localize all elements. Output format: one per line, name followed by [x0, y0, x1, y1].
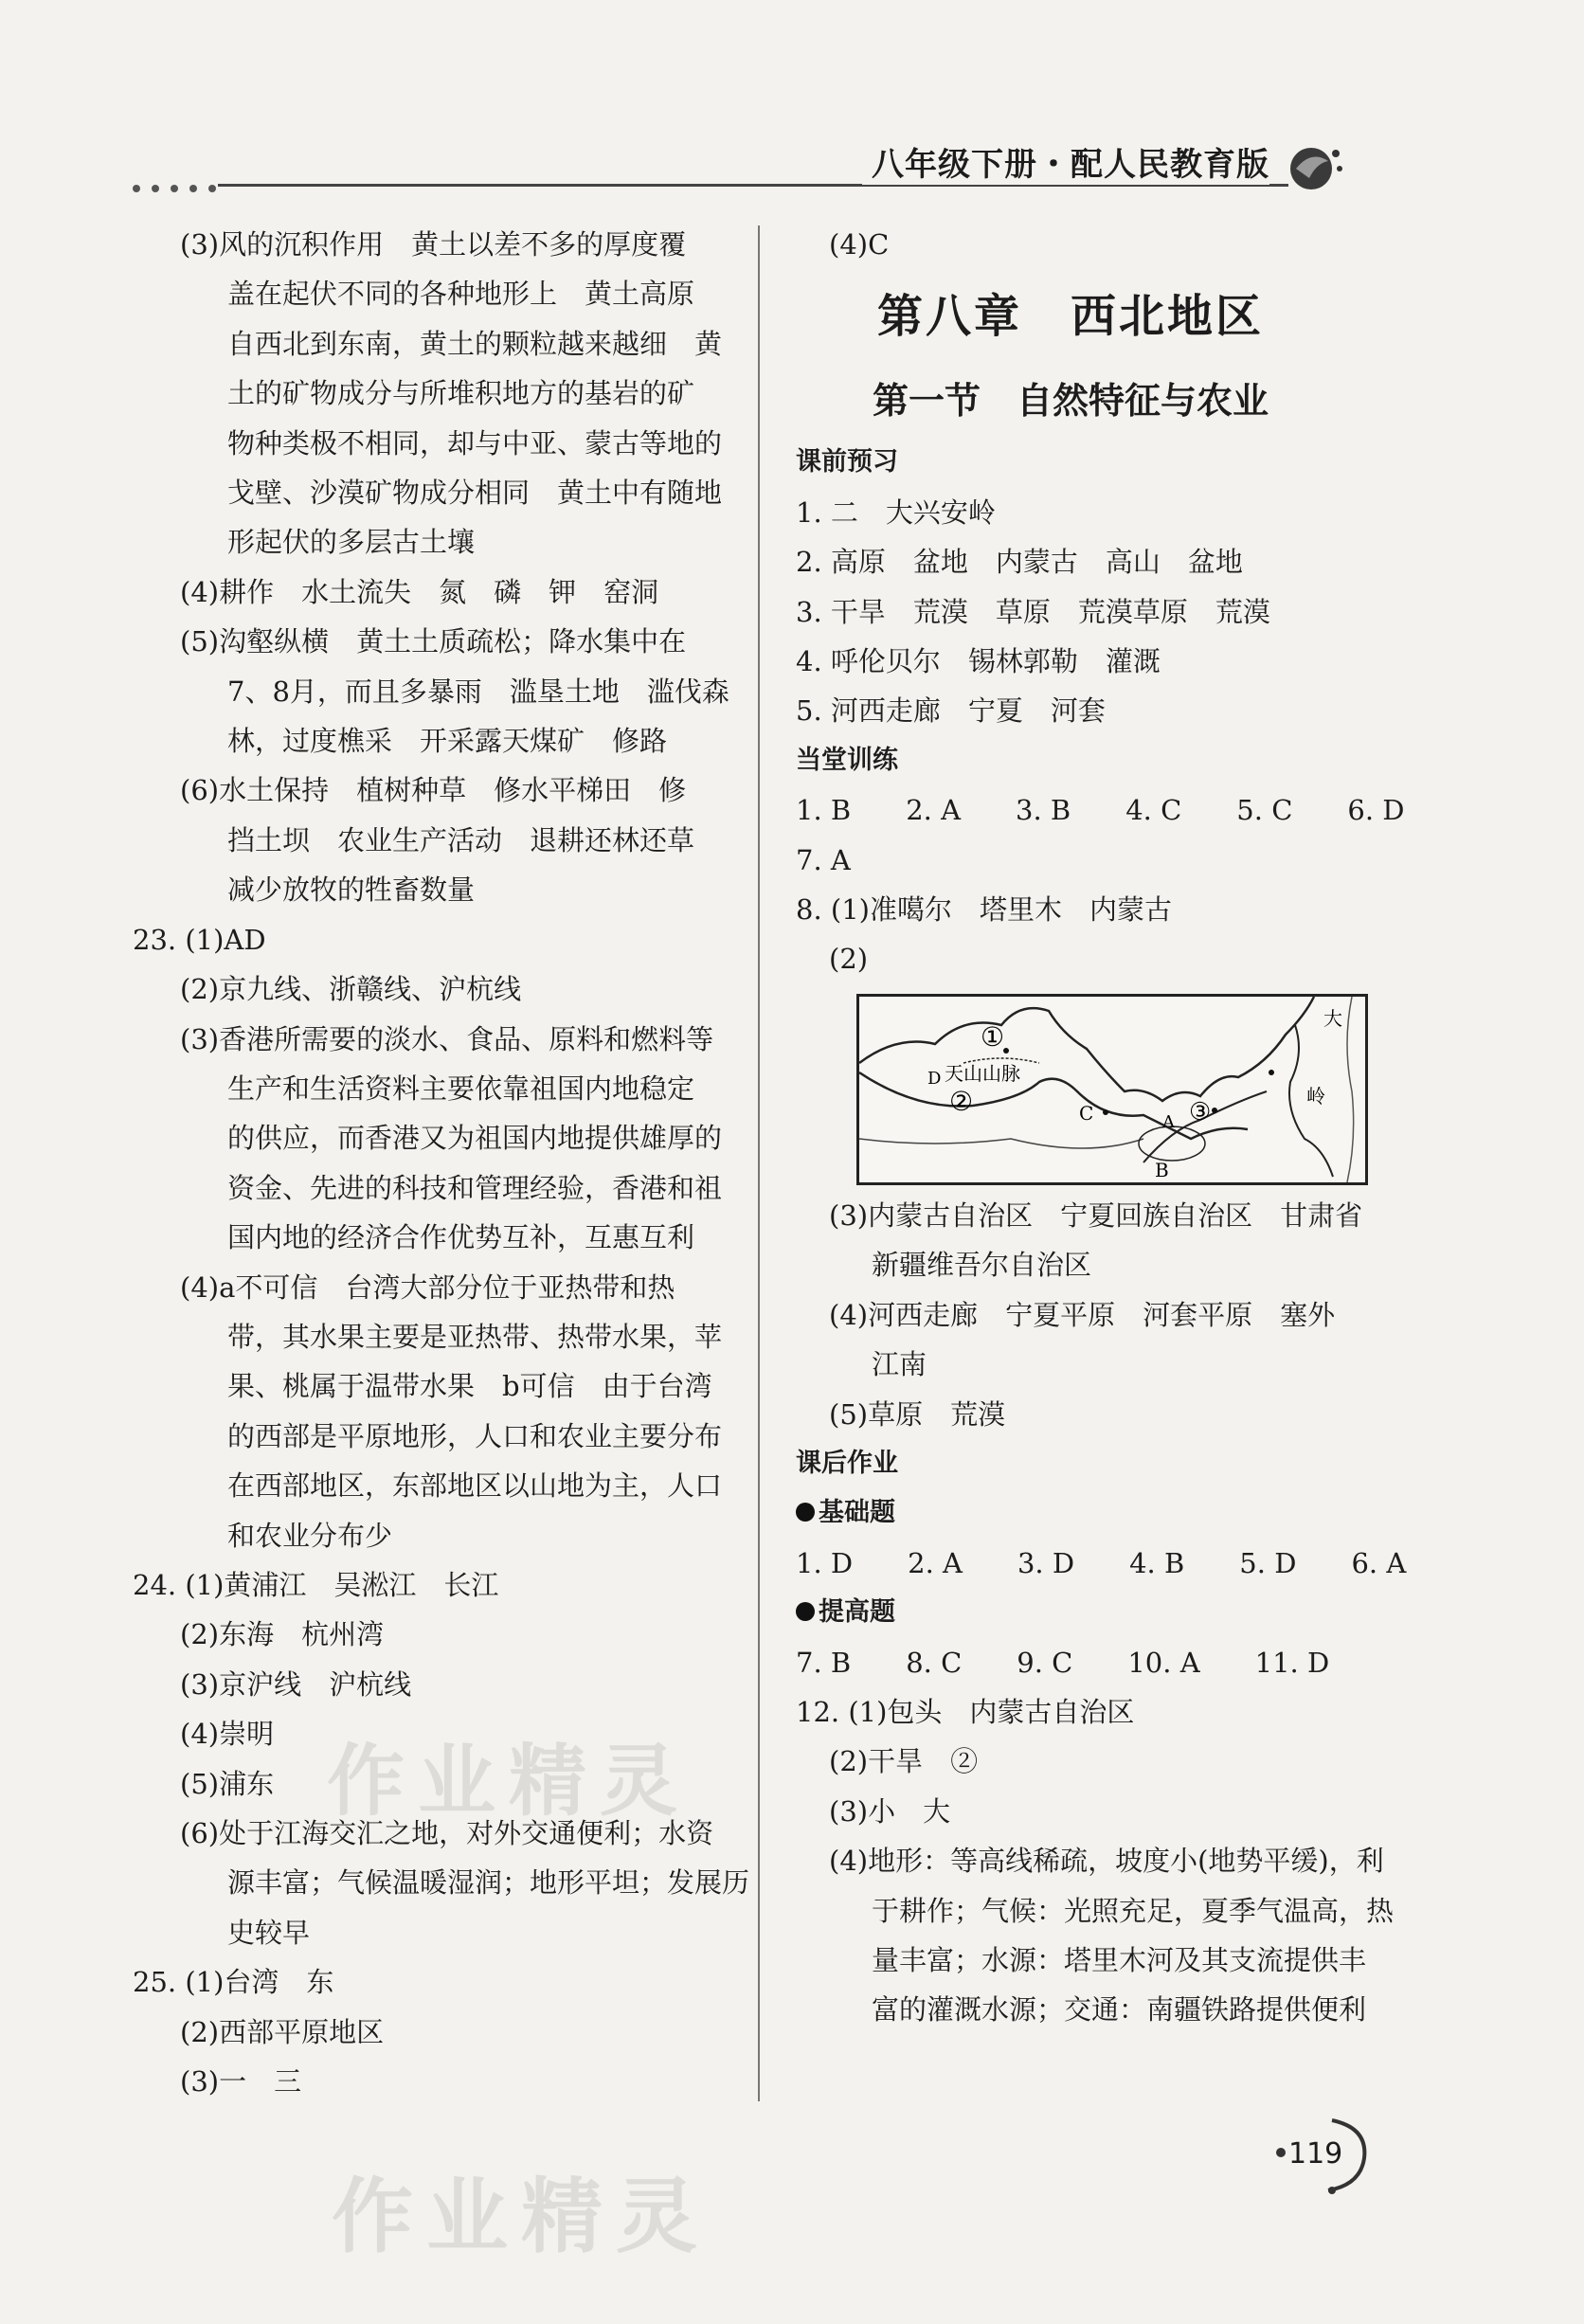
answer-line: 和农业分布少	[227, 1519, 393, 1552]
city-dot	[1103, 1109, 1108, 1115]
bullet-icon	[796, 1503, 815, 1522]
answer-line: (5)沟壑纵横 黄土土质疏松；降水集中在	[180, 625, 687, 658]
answer-line: (3)京沪线 沪杭线	[180, 1667, 412, 1701]
advanced-label	[796, 1588, 1402, 1637]
map-label-mountain: 天山山脉	[945, 1061, 1020, 1085]
basic-label	[796, 1488, 1402, 1538]
answer-line: 史较早	[227, 1916, 311, 1949]
header-dots	[133, 178, 227, 196]
advanced-answers	[796, 1638, 1402, 2035]
answer-line: 物种类极不相同，却与中亚、蒙古等地的	[227, 426, 723, 459]
answer-line: (5)浦东	[180, 1767, 275, 1800]
answer-line: (5)草原 荒漠	[829, 1397, 1006, 1431]
answer-line: (3)香港所需要的淡水、食品、原料和燃料等	[180, 1022, 714, 1055]
answer-line: (4)a不可信 台湾大部分位于亚热带和热	[180, 1270, 675, 1304]
map-label-d: D	[927, 1068, 942, 1089]
map-label-ling: 岭	[1306, 1084, 1325, 1108]
preview-label: 课前预习	[796, 447, 898, 477]
answer-line: (2)京九线、浙赣线、沪杭线	[180, 973, 522, 1006]
right-column	[796, 220, 1407, 2035]
answer-line: 12. (1)包头 内蒙古自治区	[796, 1695, 1135, 1728]
answer-line: 资金、先进的科技和管理经验，香港和祖	[227, 1171, 723, 1204]
section-title: 第一节 自然特征与农业	[872, 379, 1269, 423]
answer-line: 7、8月，而且多暴雨 滥垦土地 滥伐森	[227, 675, 729, 708]
answer-line: 7. A	[796, 843, 851, 876]
answer-line: 23. (1)AD	[133, 923, 266, 956]
basic-label-text: 基础题	[819, 1498, 895, 1528]
answer-line: (3)小 大	[829, 1794, 951, 1828]
city-dot	[1212, 1108, 1217, 1113]
answer-line: 的供应，而香港又为祖国内地提供雄厚的	[227, 1122, 723, 1155]
map-label-circle1: ①	[981, 1020, 1005, 1053]
map-label-a: A	[1162, 1111, 1175, 1132]
class-answers-continued	[796, 1191, 1402, 1439]
watermark: 作业精灵	[332, 2170, 711, 2264]
answer-line: 8. (1)准噶尔 塔里木 内蒙古	[796, 893, 1172, 927]
answer-line: 富的灌溉水源；交通：南疆铁路提供便利	[872, 1993, 1367, 2027]
map-label-da: 大	[1323, 1006, 1342, 1030]
answer-line: (6)处于江海交汇之地，对外交通便利；水资	[180, 1817, 714, 1849]
answer-line: 的西部是平原地形，人口和农业主要分布	[227, 1419, 723, 1452]
preview-item: 3. 干旱 荒漠 草原 荒漠草原 荒漠	[796, 595, 1270, 628]
preview-list	[796, 488, 1402, 736]
answer-line: (2)西部平原地区	[180, 2015, 385, 2048]
answer-line: 自西北到东南，黄土的颗粒越来越细 黄	[227, 327, 723, 360]
answer-line: 林，过度樵采 开采露天煤矿 修路	[227, 725, 668, 758]
city-dot	[1269, 1070, 1274, 1075]
answer-line: 戈壁、沙漠矿物成分相同 黄土中有随地	[227, 477, 723, 510]
answer-line: 带，其水果主要是亚热带、热带水果，苹	[227, 1320, 723, 1353]
answer-line: 果、桃属于温带水果 b可信 由于台湾	[227, 1370, 712, 1403]
answer-line: 挡土坝 农业生产活动 退耕还林还草	[227, 823, 695, 856]
basic-answers: 1. D 2. A 3. D 4. B 5. D 6. A	[796, 1546, 1407, 1579]
answer-line: (2)干旱 ②	[829, 1745, 979, 1778]
book-title: 八年级下册・配人民教育版	[862, 138, 1269, 185]
watermark: 作业精灵	[327, 1737, 692, 1827]
preview-item: 4. 呼伦贝尔 锡林郭勒 灌溉	[796, 645, 1161, 678]
answer-line: 土的矿物成分与所堆积地方的基岩的矿	[227, 377, 695, 410]
northwest-china-map	[856, 994, 1368, 1185]
answer-line: 量丰富；水源：塔里木河及其支流提供丰	[872, 1943, 1367, 1976]
preview-item: 1. 二 大兴安岭	[796, 495, 996, 529]
answer-line: 25. (1)台湾 东	[133, 1966, 334, 1999]
answer-line: (2)	[829, 943, 869, 976]
answer-line: 源丰富；气候温暖湿润；地形平坦；发展历	[227, 1866, 750, 1900]
preview-item: 5. 河西走廊 宁夏 河套	[796, 694, 1106, 728]
answer-line: (3)风的沉积作用 黄土以差不多的厚度覆	[180, 228, 687, 261]
page-header	[133, 142, 1393, 199]
answer-line: (4)河西走廊 宁夏平原 河套平原 塞外	[829, 1298, 1336, 1331]
answer-line: 在西部地区，东部地区以山地为主，人口	[227, 1469, 723, 1503]
answer-line: (6)水土保持 植树种草 修水平梯田 修	[180, 774, 687, 807]
page-number-text: 119	[1288, 2137, 1343, 2171]
class-answers	[796, 785, 1405, 984]
answer-line: 新疆维吾尔自治区	[872, 1249, 1092, 1282]
advanced-label-text: 提高题	[819, 1597, 895, 1628]
map-label-circle2: ②	[949, 1085, 974, 1117]
answer-line: (3)一 三	[180, 2065, 302, 2099]
answer-line: (4)地形：等高线稀疏，坡度小(地势平缓)，利	[829, 1845, 1384, 1878]
globe-logo-icon	[1288, 140, 1345, 193]
preview-item: 2. 高原 盆地 内蒙古 高山 盆地	[796, 546, 1243, 579]
page-number	[1266, 2115, 1379, 2194]
coast-line	[1347, 997, 1354, 1182]
answer-line: 江南	[872, 1348, 927, 1381]
answer-line: (4)耕作 水土流失 氮 磷 钾 窑洞	[180, 575, 659, 608]
map-label-b: B	[1155, 1158, 1169, 1181]
answer-line: 1. B 2. A 3. B 4. C 5. C 6. D	[796, 794, 1405, 827]
southern-edge	[859, 1139, 1143, 1148]
top-answer: (4)C	[829, 228, 890, 261]
map-label-circle3: ③	[1189, 1097, 1212, 1126]
chapter-title: 第八章 西北地区	[876, 290, 1264, 344]
answer-line: 24. (1)黄浦江 吴淞江 长江	[133, 1568, 499, 1601]
class-training-label: 当堂训练	[796, 745, 898, 775]
answer-line: 生产和生活资料主要依靠祖国内地稳定	[227, 1072, 695, 1105]
answer-line: (2)东海 杭州湾	[180, 1618, 385, 1651]
answer-line: 国内地的经济合作优势互补，互惠互利	[227, 1221, 695, 1254]
homework-label: 课后作业	[796, 1448, 898, 1478]
answer-line: 减少放牧的牲畜数量	[227, 874, 476, 907]
map-label-c: C	[1079, 1101, 1094, 1125]
answer-line: (4)崇明	[180, 1718, 275, 1751]
answer-line: 形起伏的多层古土壤	[227, 526, 476, 559]
answer-line: (3)内蒙古自治区 宁夏回族自治区 甘肃省	[829, 1198, 1363, 1232]
answer-line: 于耕作；气候：光照充足，夏季气温高，热	[872, 1894, 1395, 1927]
bullet-icon	[796, 1602, 815, 1621]
column-divider	[758, 225, 760, 2101]
answer-line: 7. B 8. C 9. C 10. A 11. D	[796, 1646, 1330, 1679]
answer-line: 盖在起伏不同的各种地形上 黄土高原	[227, 278, 695, 311]
